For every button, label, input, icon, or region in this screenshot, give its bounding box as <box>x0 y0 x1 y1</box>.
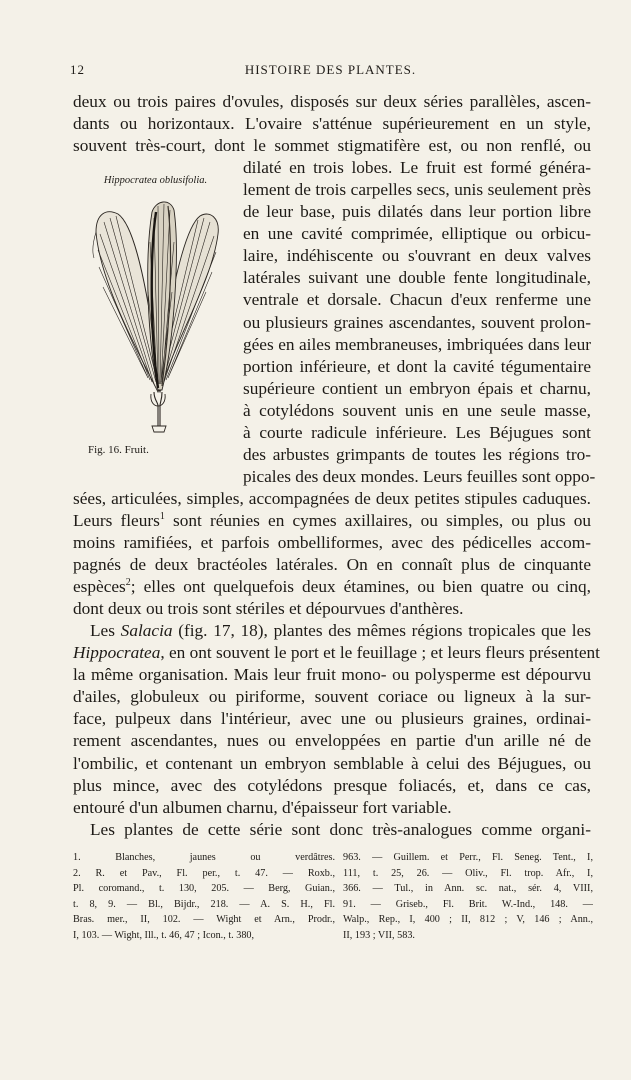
body-line: Les plantes de cette série sont donc très-analogues comme organi- <box>90 819 591 839</box>
body-line: de leur base, puis dilatés dans leur portion libre <box>243 202 591 222</box>
footnote-line: 2. R. et Pav., Fl. per., t. 47. — Roxb., <box>73 867 335 879</box>
footnote-line: I, 103. — Wight, Ill., t. 46, 47 ; Icon., t. 380, <box>73 929 255 941</box>
body-line: entouré d'un albumen charnu, d'épaisseur fort variable. <box>73 797 452 817</box>
footnote-ref: 2 <box>125 577 131 589</box>
body-line: dilaté en trois lobes. Le fruit est formé généra- <box>243 158 591 178</box>
footnote-line: 1. Blanches, jaunes ou verdâtres. <box>73 852 335 863</box>
body-line: sées, articulées, simples, accompagnées de deux petites stipules caduques. <box>73 488 591 508</box>
body-line: des arbustes grimpants de toutes les régions tro- <box>243 444 591 464</box>
italic-genus: Salacia <box>120 621 173 641</box>
running-header <box>70 62 591 84</box>
body-line: lement de trois carpelles secs, unis seulement près <box>243 180 591 200</box>
running-title: HISTOIRE DES PLANTES. <box>244 62 417 77</box>
body-line: souvent très-court, dont le sommet stigmatifère est, ou non renflé, ou <box>73 136 591 156</box>
footnote-line: 366. — Tul., in Ann. sc. nat., sér. 4, VIII, <box>343 883 593 894</box>
body-line: gées en ailes membraneuses, imbriquées dans leur <box>243 334 591 354</box>
footnote-line: 963. — Guillem. et Perr., Fl. Seneg. Tent., I, <box>343 852 593 863</box>
body-line: latérales suivant une double fente longitudinale, <box>243 268 591 288</box>
body-line: rement ascendantes, nues ou enveloppées en partie d'un arille né de <box>73 731 591 751</box>
footnote-line: t. 8, 9. — Bl., Bijdr., 218. — A. S. H., Fl. <box>73 898 335 910</box>
page-number: 12 <box>70 62 85 77</box>
body-line: à cotylédons souvent unis en une seule masse, <box>243 400 591 420</box>
body-line: dants ou horizontaux. L'ovaire s'atténue supérieurement en un style, <box>73 114 591 134</box>
footnote-ref: 1 <box>159 511 165 523</box>
body-line: l'ombilic, et contenant un embryon semblable à celui des Béjugues, ou <box>73 753 591 773</box>
body-line: Les Salacia (fig. 17, 18), plantes des mêmes régions tropicales que les <box>90 621 591 641</box>
fruit-illustration <box>88 192 228 440</box>
body-line: pagnés de deux bractéoles latérales. On en connaît plus de cinquante <box>73 555 591 575</box>
body-line: Leurs fleurs$^1$ sont réunies en cymes axillaires, ou simples, ou plus ou <box>73 510 592 530</box>
body-line: en une cavité comprimée, elliptique ou orbicu- <box>243 224 591 244</box>
figure-title: Hippocratea oblusifolia. <box>103 175 208 186</box>
footnote-line: 111, t. 25, 26. — Oliv., Fl. trop. Afr., I, <box>343 867 593 879</box>
body-line: à courte radicule inférieure. Les Béjugues sont <box>243 422 591 442</box>
body-line: espèces$^2$; elles ont quelquefois deux étamines, ou bien quatre ou cinq, <box>73 577 591 597</box>
body-line: dont deux ou trois sont stériles et dépourvues d'anthères. <box>73 599 464 619</box>
body-line: la même organisation. Mais leur fruit mono- ou polysperme est dépourvu <box>73 665 591 685</box>
body-line: portion inférieure, et dont la cavité tégumentaire <box>243 356 591 376</box>
body-line: laire, indéhiscente ou s'ouvrant en deux valves <box>243 246 591 266</box>
body-line: plus mince, avec des cotylédons presque foliacés, et, dans ce cas, <box>73 775 591 795</box>
footnote-line: 91. — Griseb., Fl. Brit. W.-Ind., 148. — <box>343 898 593 910</box>
body-line: Hippocratea, en ont souvent le port et le feuillage ; et leurs fleurs présentent <box>73 643 600 663</box>
body-line: ventrale et dorsale. Chacun d'eux renferme une <box>243 290 591 310</box>
body-line: moins ramifiées, et parfois ombelliformes, avec des pédicelles accom- <box>73 533 591 552</box>
footnote-line: Pl. coromand., t. 130, 205. — Berg, Guian., <box>73 883 335 894</box>
figure-caption: Fig. 16. Fruit. <box>88 444 149 456</box>
footnote-line: Bras. mer., II, 102. — Wight et Arn., Prodr., <box>73 914 335 925</box>
body-line: supérieure contient un embryon épais et charnu, <box>243 378 591 398</box>
footnote-line: Walp., Rep., I, 400 ; II, 812 ; V, 146 ; Ann., <box>343 914 593 925</box>
footnote-line: II, 193 ; VII, 583. <box>343 929 415 941</box>
body-line: picales des deux mondes. Leurs feuilles sont oppo- <box>243 466 596 486</box>
italic-genus: Hippocratea <box>73 643 161 663</box>
body-line: d'ailes, globuleux ou piriforme, souvent coriace ou ligneux à la sur- <box>73 687 591 707</box>
body-line: ou plusieurs graines ascendantes, souvent prolon- <box>243 312 591 332</box>
body-line: deux ou trois paires d'ovules, disposés sur deux séries parallèles, ascen- <box>73 92 591 111</box>
body-line: face, pulpeux dans l'intérieur, avec une ou plusieurs graines, ordinai- <box>73 709 591 729</box>
